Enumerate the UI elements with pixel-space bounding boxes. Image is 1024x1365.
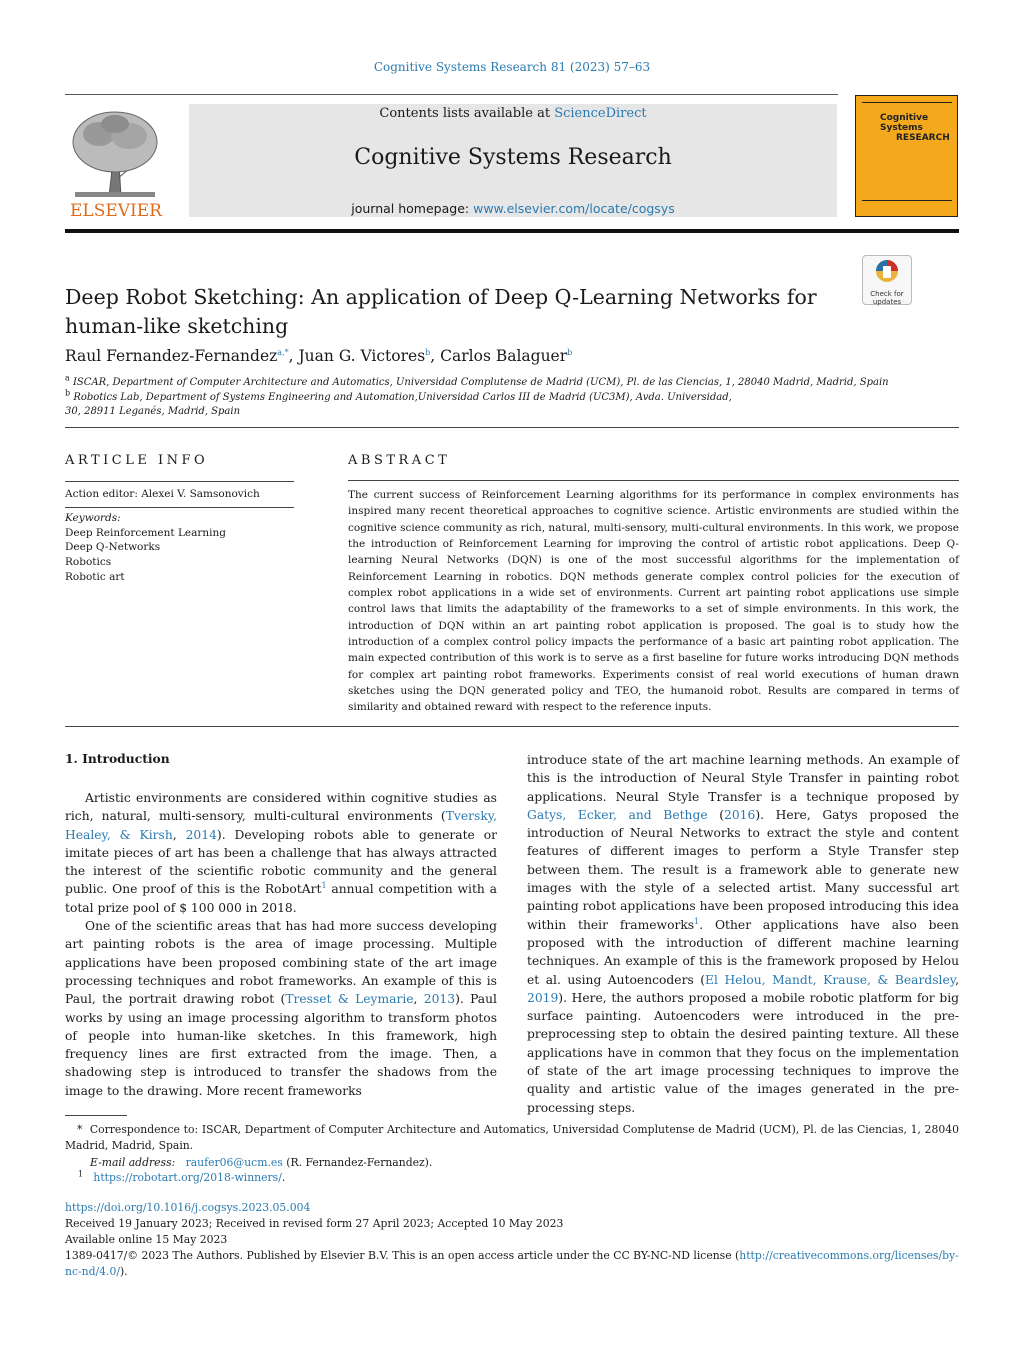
footnote-rule: [65, 1115, 127, 1116]
email-suffix: (R. Fernandez-Fernandez).: [282, 1156, 433, 1169]
section-heading-introduction: 1. Introduction: [65, 751, 170, 766]
abstract-heading: ABSTRACT: [348, 453, 451, 468]
author-list: Raul Fernandez-Fernandez$^{a,*}$, Juan G. Victores$^b$, Carlos Balaguer$^b$: [65, 347, 573, 365]
citation-year-link[interactable]: 2019: [527, 990, 559, 1005]
footnote-correspondence: [65, 1122, 959, 1154]
footnote-mark: *: [77, 1123, 83, 1136]
article-info-rule: [65, 481, 294, 482]
title-block-divider: [65, 427, 959, 428]
email-label: E-mail address:: [90, 1156, 176, 1169]
footnote-ref[interactable]: 1: [694, 916, 700, 926]
text-run: (: [707, 807, 725, 822]
author-name: Juan G. Victores: [298, 347, 426, 365]
email-link[interactable]: raufer06@ucm.es: [185, 1156, 283, 1169]
journal-homepage: [189, 201, 837, 216]
license-statement: [65, 1248, 959, 1280]
footnote-mark: 1: [78, 1169, 84, 1179]
affiliation-text: Robotics Lab, Department of Systems Engineering and Automation,Universidad Carlos III de Madrid (UC3M), Avda. Universidad,: [73, 392, 732, 403]
affiliation-mark: a: [65, 373, 70, 383]
body-column-left: [65, 789, 497, 1100]
text-run: Artistic environments are considered within cognitive studies as rich, natural, multi-sensory, multi-cultural environments (: [65, 791, 497, 824]
citation-year-link[interactable]: 2016: [724, 807, 756, 822]
text-run: ,: [413, 992, 424, 1007]
cover-rule-bottom: [862, 200, 952, 201]
text-run: . Other applications have also been proposed with the introduction of different machine learning techniques. An example of this is the framework proposed by Helou et al. using Autoencoders (: [527, 917, 959, 987]
cover-title-main: Cognitive Systems: [880, 113, 929, 133]
header-thick-rule: [65, 229, 959, 233]
author-affiliation-mark[interactable]: a,*: [277, 347, 289, 357]
intro-paragraph-1: [65, 789, 497, 917]
affiliation-b: [65, 388, 895, 406]
header-divider: [65, 94, 838, 95]
abstract-rule: [348, 480, 959, 481]
action-editor: Action editor: Alexei V. Samsonovich: [65, 488, 260, 500]
check-updates-icon: [863, 256, 911, 286]
sciencedirect-link[interactable]: ScienceDirect: [554, 106, 647, 121]
body-column-right: [527, 751, 959, 1117]
text-run: introduce state of the art machine learning methods. An example of this is the introduction of Neural Style Transfer in painting robot applications. Neural Style Transfer is a technique proposed by: [527, 753, 959, 804]
text-run: ,: [955, 972, 960, 987]
keywords-label: Keywords:: [65, 512, 121, 524]
contents-line: [189, 106, 837, 121]
citation-link[interactable]: El Helou, Mandt, Krause, & Beardsley: [705, 972, 956, 987]
text-run: ,: [172, 827, 186, 842]
text-run: One of the scientific areas that has had more success developing art painting robots is the area of image processing. Multiple applications have been proposed combining state of the art image processing techniques and robot frameworks. An example of this is Paul, the portrait drawing robot (: [65, 919, 497, 1007]
journal-title: Cognitive Systems Research: [354, 145, 672, 170]
author-affiliation-mark[interactable]: b: [425, 347, 431, 357]
license-text-end: ).: [119, 1265, 128, 1278]
keyword: Deep Q-Networks: [65, 541, 161, 554]
author-name: Carlos Balaguer: [440, 347, 568, 365]
available-online: Available online 15 May 2023: [65, 1233, 228, 1246]
footnote-1: [78, 1170, 285, 1186]
doi-link[interactable]: https://doi.org/10.1016/j.cogsys.2023.05.004: [65, 1201, 311, 1214]
intro-paragraph-2: [65, 917, 497, 1100]
abstract-bottom-rule: [65, 726, 959, 727]
intro-paragraph-2-continued: [527, 751, 959, 1117]
text-run: ). Paul works by using an image processing algorithm to transform photos of people into human-like sketches. In this framework, high frequency lines are first extracted from the image. Then, a shadowing step is introduced to transfer the shadows from the image to the drawing. More recent frameworks: [65, 992, 497, 1098]
license-link[interactable]: http://creativecommons.org/licenses/by-nc-nd/4.0/: [65, 1249, 959, 1278]
footnote-text: Correspondence to: ISCAR, Department of Computer Architecture and Automatics, Universidad Complutense de Madrid (UCM), Pl. de las Ciencias, 1, 28040 Madrid, Madrid, Spain.: [65, 1123, 959, 1152]
journal-cover[interactable]: [855, 95, 958, 217]
author-name: Raul Fernandez-Fernandez: [65, 347, 278, 365]
received-dates: Received 19 January 2023; Received in revised form 27 April 2023; Accepted 10 May 2023: [65, 1217, 564, 1230]
contents-prefix: Contents lists available at: [379, 106, 555, 121]
author-affiliation-mark[interactable]: b: [567, 347, 573, 357]
footnote-ref[interactable]: 1: [321, 881, 327, 891]
cover-rule-top: [862, 102, 952, 103]
footnote-email: [90, 1155, 432, 1171]
keyword: Robotic art: [65, 570, 125, 583]
keywords-block: [65, 511, 226, 585]
text-run: ). Here, Gatys proposed the introduction of Neural Networks to extract the style and content features of different images to perform a Style Transfer step between them. The result is a framework able to generate new images with the style of a selected artist. Many successful art painting robot applications have been proposed introducing this idea within their frameworks: [527, 807, 959, 932]
abstract-text: The current success of Reinforcement Learning algorithms for its performance in complex environments has inspired many recent theoretical approaches to cognitive science. Artistic environments are studied within the cognitive science community as rich, natural, multi-sensory, multi-cultural environments. In this work, we propose the introduction of Reinforcement Learning for improving the control of artistic robot applications. Deep Q-learning Neural Networks (DQN) is one of the most successful algorithms for the implementation of Reinforcement Learning in robotics. DQN methods generate complex control policies for the execution of complex robot applications in a wide set of environments. Current art painting robot applications use simple control laws that limits the adaptability of the frameworks to a set of simple environments. In this work, the introduction of DQN within an art painting robot application is proposed. The goal is to study how the introduction of a complex control policy impacts the performance of a basic art painting robot application. The main expected contribution of this work is to serve as a first baseline for future works introducing DQN methods for complex art painting robot frameworks. Experiments consist of real world executions of human drawn sketches using the DQN generated policy and TEO, the humanoid robot. Results are compared in terms of similarity and obtained reward with respect to the reference inputs.: [348, 489, 959, 714]
license-text: 1389-0417/© 2023 The Authors. Published by Elsevier B.V. This is an open access article under the CC BY-NC-ND license (: [65, 1249, 740, 1262]
homepage-prefix: journal homepage:: [351, 201, 474, 216]
footnote-1-suffix: .: [281, 1171, 286, 1184]
check-updates-label: Check for updates: [870, 290, 904, 306]
elsevier-tree-icon: [65, 104, 167, 220]
cover-title-sub: RESEARCH: [896, 133, 950, 143]
citation-year-link[interactable]: 2014: [185, 827, 217, 842]
cover-title: [880, 113, 957, 143]
paper-title: Deep Robot Sketching: An application of Deep Q-Learning Networks for human-like sketching: [65, 285, 817, 338]
check-for-updates-badge[interactable]: [862, 255, 912, 305]
homepage-link[interactable]: www.elsevier.com/locate/cogsys: [473, 201, 675, 216]
text-run: ). Here, the authors proposed a mobile robotic platform for big surface painting. Autoencoders were introduced in the pre-preprocessing step to obtain the desired painting texture. All these applications have in common that they focus on the implementation of state of the art image processing techniques to improve the quality and artistic value of the images generated in the pre-processing steps.: [527, 990, 959, 1115]
journal-reference[interactable]: Cognitive Systems Research 81 (2023) 57–63: [373, 60, 651, 74]
keyword: Deep Reinforcement Learning: [65, 526, 227, 539]
citation-link[interactable]: Tversky, Healey, & Kirsh: [65, 809, 497, 842]
footnote-1-link[interactable]: https://robotart.org/2018-winners/: [93, 1171, 282, 1184]
affiliation-b-continued: 30, 28911 Leganés, Madrid, Spain: [65, 406, 241, 417]
text-run: ). Developing robots able to generate or imitate pieces of art has been a challenge that has always attracted the interest of the scientific robotic community and the general public. One proof of this is the RobotArt: [65, 827, 497, 897]
citation-link[interactable]: Tresset & Leymarie: [285, 992, 414, 1007]
elsevier-logo[interactable]: [65, 104, 167, 220]
affiliation-mark: b: [65, 388, 71, 398]
affiliation-text: ISCAR, Department of Computer Architecture and Automatics, Universidad Complutense de Madrid (UCM), Pl. de las Ciencias, 1, 28040 Madrid, Madrid, Spain: [72, 377, 889, 388]
keywords-rule: [65, 507, 294, 508]
citation-link[interactable]: Gatys, Ecker, and Bethge: [527, 807, 708, 822]
citation-year-link[interactable]: 2013: [423, 992, 456, 1007]
affiliation-a: [65, 373, 895, 391]
elsevier-wordmark: ELSEVIER: [70, 201, 162, 220]
article-info-heading: ARTICLE INFO: [65, 453, 209, 468]
text-run: annual competition with a total prize pool of $ 100 000 in 2018.: [65, 882, 497, 915]
keyword: Robotics: [65, 556, 112, 569]
